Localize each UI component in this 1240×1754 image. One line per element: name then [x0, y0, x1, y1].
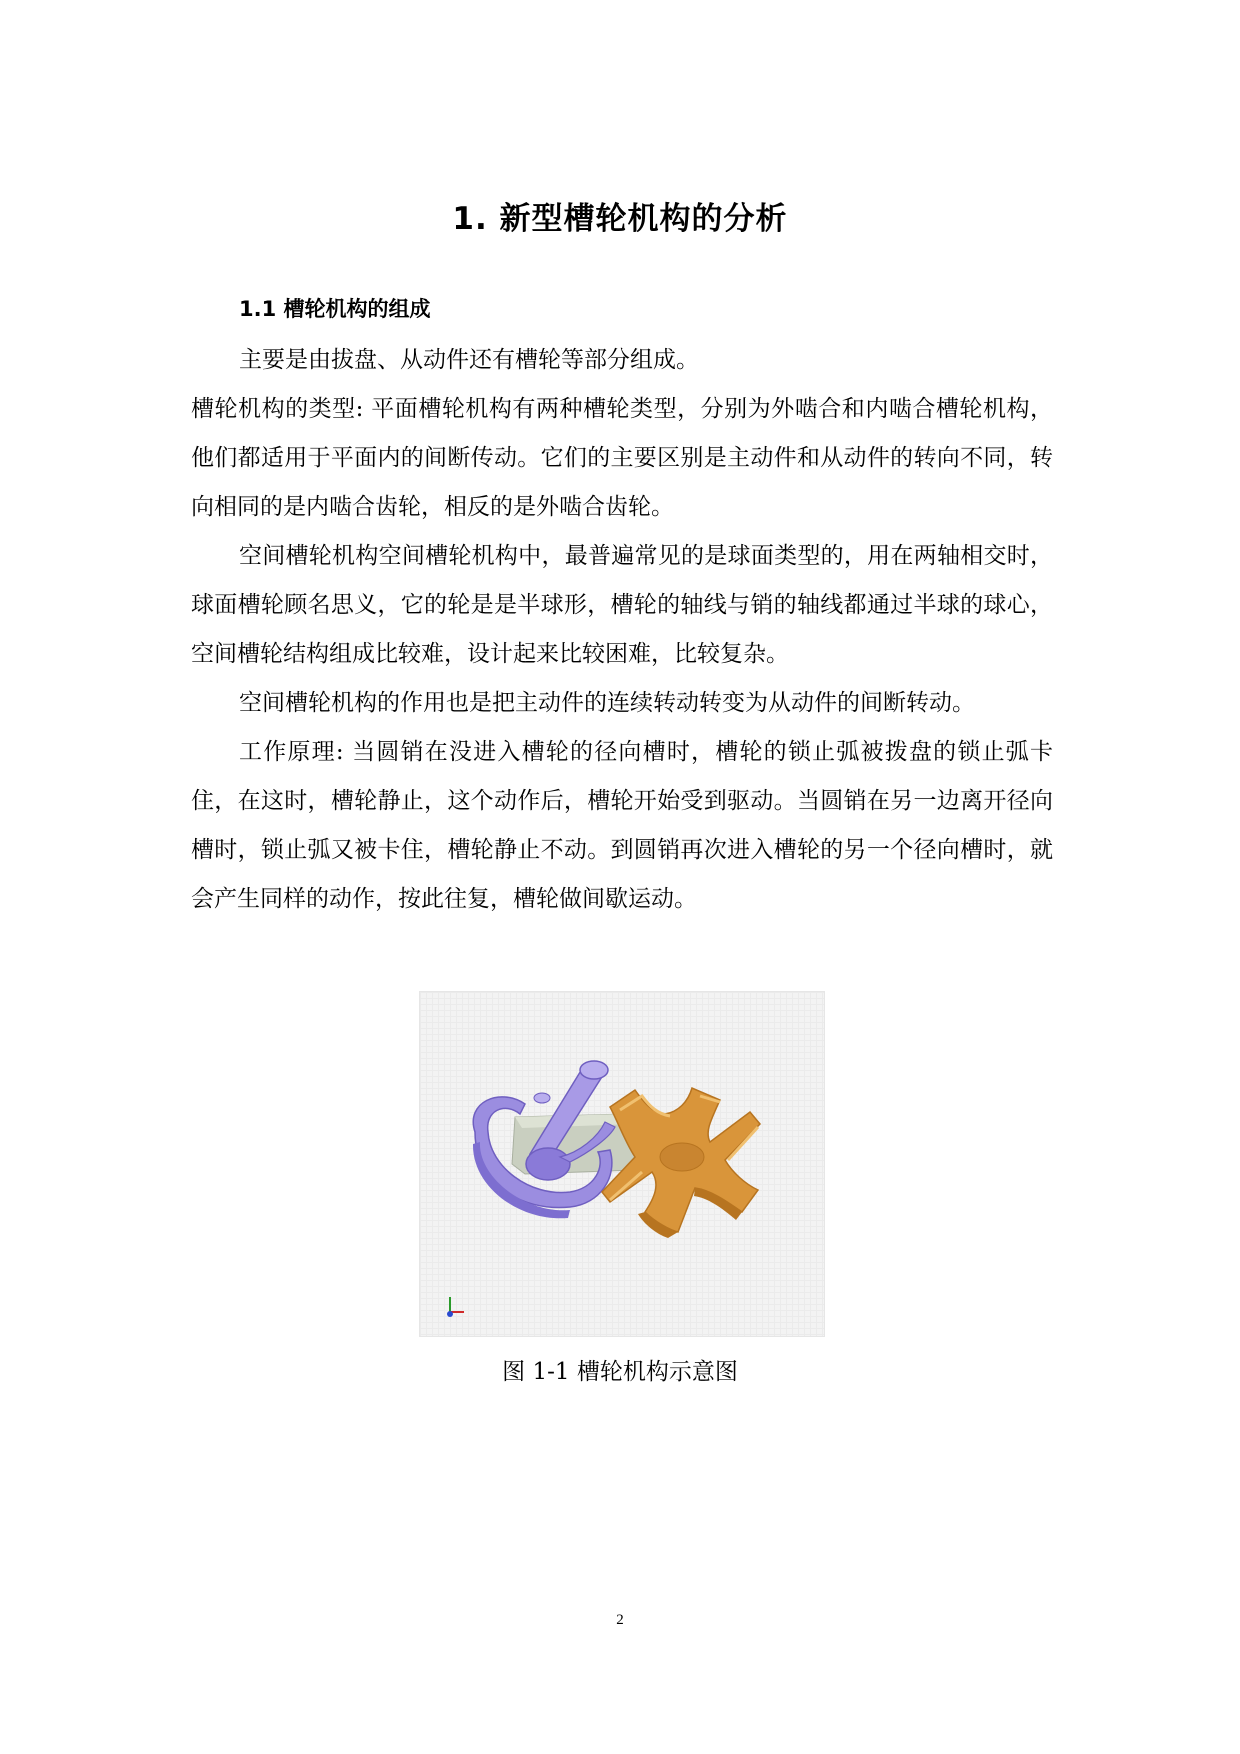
geneva-mechanism-figure — [419, 991, 825, 1337]
figure-caption: 图 1-1 槽轮机构示意图 — [502, 1359, 738, 1385]
chapter-title: 1. 新型槽轮机构的分析 — [452, 201, 788, 237]
driver-crank — [473, 1061, 615, 1218]
paragraph-function: 空间槽轮机构的作用也是把主动件的连续转动转变为从动件的间断转动。 — [239, 690, 975, 716]
paragraph-principle: 工作原理: 当圆销在没进入槽轮的径向槽时，槽轮的锁止弧被拨盘的锁止弧卡住，在这时，槽轮静止，这个动作后，槽轮开始受到驱动。当圆销在另一边离开径向槽时，锁止弧又被卡住，槽轮静止不动。到圆销再次进入槽轮的另一个径向槽时，就会产生同样的动作，按此往复，槽轮做间歇运动。 — [191, 739, 1053, 912]
page-number: 2 — [616, 1612, 624, 1628]
body-text — [191, 336, 1053, 924]
section-heading: 1.1 槽轮机构的组成 — [239, 297, 431, 321]
paragraph-types: 槽轮机构的类型: 平面槽轮机构有两种槽轮类型，分别为外啮合和内啮合槽轮机构，他们都适用于平面内的间断传动。它们的主要区别是主动件和从动件的转向不同，转向相同的是内啮合齿轮，相反的是外啮合齿轮。 — [191, 396, 1053, 520]
axis-triad-icon — [447, 1297, 464, 1317]
paragraph-composition: 主要是由拔盘、从动件还有槽轮等部分组成。 — [239, 347, 699, 373]
geneva-mechanism-illustration — [420, 992, 824, 1336]
paragraph-spatial: 空间槽轮机构空间槽轮机构中，最普遍常见的是球面类型的，用在两轴相交时，球面槽轮顾名思义，它的轮是是半球形，槽轮的轴线与销的轴线都通过半球的球心，空间槽轮结构组成比较难，设计起来比较困难，比较复杂。 — [191, 543, 1053, 667]
